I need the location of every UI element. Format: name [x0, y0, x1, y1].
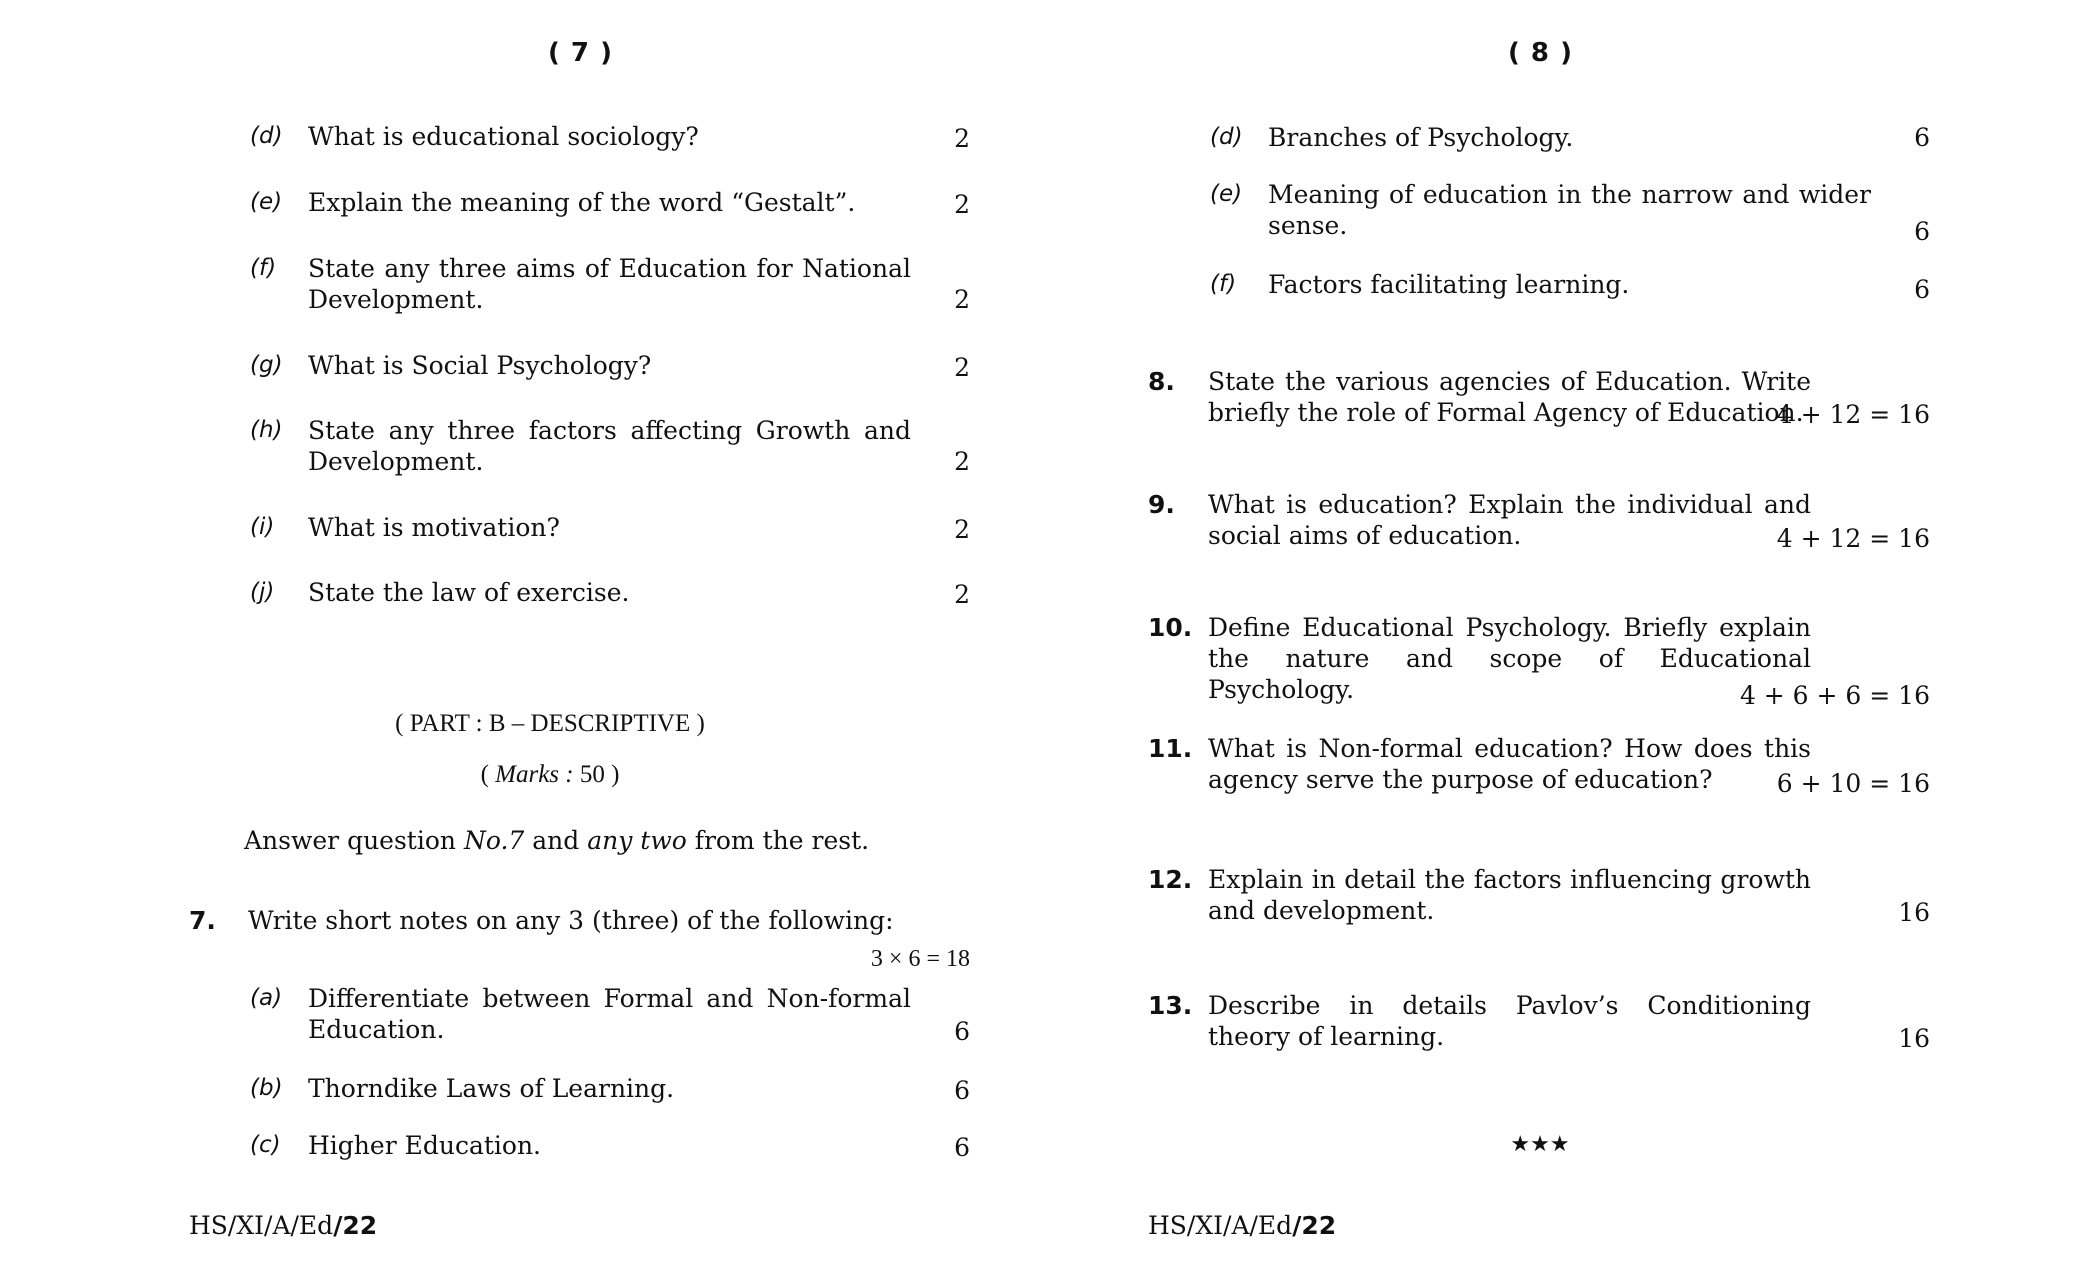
question-number: 12. — [1148, 865, 1193, 894]
question-marks: 6 + 10 = 16 — [1776, 769, 1930, 798]
question-text: What is education? Explain the individual and social aims of education. — [1208, 490, 1811, 550]
question-text: Higher Education. — [308, 1131, 541, 1160]
question-marks: 6 — [1914, 123, 1930, 152]
instruction: Answer question No.7 and any two from the rest. — [244, 826, 870, 855]
question-marks: 6 — [1914, 217, 1930, 246]
end-stars: ★★★ — [1510, 1132, 1570, 1157]
question-label: (d) — [1210, 124, 1243, 150]
question-text: Write short notes on any 3 (three) of the following: — [248, 906, 894, 935]
question-marks: 6 — [954, 1076, 970, 1105]
question-marks: 16 — [1898, 898, 1930, 927]
question-marks: 16 — [1898, 1024, 1930, 1053]
question-text: Thorndike Laws of Learning. — [308, 1074, 675, 1103]
question-marks: 4 + 12 = 16 — [1776, 524, 1930, 553]
question-text: State the various agencies of Education. Write briefly the role of Formal Agency of Education. — [1208, 367, 1811, 427]
question-text: State any three factors affecting Growth and Development. — [308, 416, 911, 476]
question-number: 10. — [1148, 613, 1193, 642]
page-number: ( 7 ) — [548, 38, 613, 68]
question-marks: 4 + 12 = 16 — [1776, 400, 1930, 429]
question-label: (f) — [250, 255, 277, 281]
question-number: 7. — [189, 906, 216, 935]
question-text: Define Educational Psychology. Briefly explain the nature and scope of Educational Psychology. — [1208, 613, 1811, 704]
question-marks: 2 — [954, 285, 970, 314]
question-text: State any three aims of Education for National Development. — [308, 254, 911, 314]
question-text: Factors facilitating learning. — [1268, 270, 1630, 299]
question-marks: 2 — [954, 124, 970, 153]
question-label: (f) — [1210, 271, 1237, 297]
question-text: What is motivation? — [308, 513, 560, 542]
question-label: (e) — [1210, 181, 1243, 207]
question-label: (d) — [250, 123, 283, 149]
question-text: Describe in details Pavlov’s Conditioning theory of learning. — [1208, 991, 1811, 1051]
question-number: 13. — [1148, 991, 1193, 1020]
question-text: Explain the meaning of the word “Gestalt”. — [308, 188, 856, 217]
question-marks: 2 — [954, 447, 970, 476]
question-text: What is Social Psychology? — [308, 351, 652, 380]
question-marks: 6 — [1914, 275, 1930, 304]
question-label: (a) — [250, 985, 283, 1011]
question-number: 8. — [1148, 367, 1175, 396]
question-label: (e) — [250, 189, 283, 215]
question-text: What is educational sociology? — [308, 122, 699, 151]
question-label: (h) — [250, 417, 283, 443]
question-text: Differentiate between Formal and Non-formal Education. — [308, 984, 911, 1044]
question-text: Meaning of education in the narrow and wider sense. — [1268, 180, 1871, 240]
question-text: State the law of exercise. — [308, 578, 630, 607]
question-number: 11. — [1148, 734, 1193, 763]
part-b-heading: ( PART : B – DESCRIPTIVE ) — [395, 710, 705, 737]
footer-code: HS/XI/A/Ed/22 — [1148, 1211, 1337, 1240]
question-label: (b) — [250, 1075, 283, 1101]
page-number: ( 8 ) — [1508, 38, 1573, 68]
question-text: Branches of Psychology. — [1268, 123, 1574, 152]
footer-code: HS/XI/A/Ed/22 — [189, 1211, 378, 1240]
question-label: (i) — [250, 514, 275, 540]
question-marks: 6 — [954, 1133, 970, 1162]
question-marks: 6 — [954, 1017, 970, 1046]
question-marks: 2 — [954, 353, 970, 382]
question-number: 9. — [1148, 490, 1175, 519]
question-label: (g) — [250, 352, 283, 378]
question-text: Explain in detail the factors influencing growth and development. — [1208, 865, 1811, 925]
question-label: (j) — [250, 579, 275, 605]
question-marks: 2 — [954, 190, 970, 219]
question-marks: 4 + 6 + 6 = 16 — [1739, 681, 1930, 710]
question-label: (c) — [250, 1132, 281, 1158]
question-text: What is Non-formal education? How does this agency serve the purpose of education? — [1208, 734, 1811, 794]
page-right — [1050, 0, 2100, 1275]
question-marks: 2 — [954, 515, 970, 544]
question-marks: 3 × 6 = 18 — [870, 946, 970, 972]
part-b-marks: ( Marks : 50 ) — [480, 761, 620, 788]
question-marks: 2 — [954, 580, 970, 609]
